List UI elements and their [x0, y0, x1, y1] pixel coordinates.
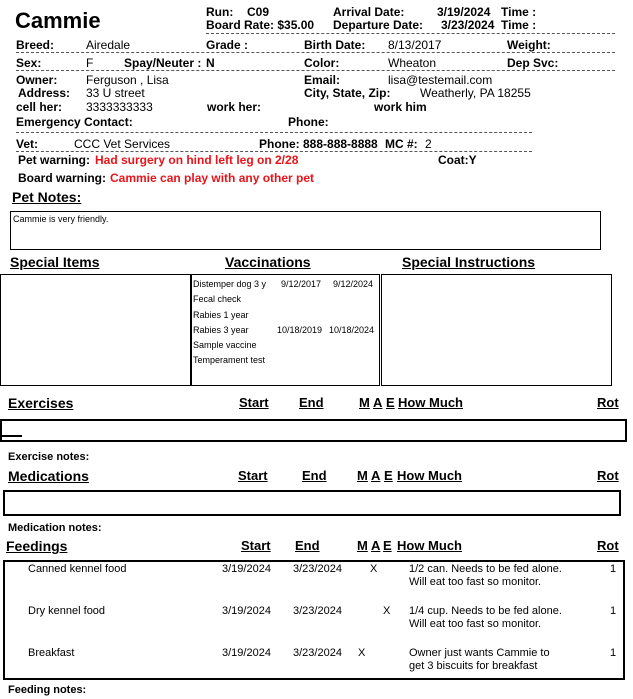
- divider: [16, 132, 532, 133]
- col-a: A: [373, 395, 383, 410]
- vaccine-name: Distemper dog 3 y: [193, 279, 267, 289]
- vet-phone: Phone: 888-888-8888: [259, 137, 378, 151]
- pet-warning-label: Pet warning:: [18, 153, 91, 167]
- feeding-e: X: [383, 605, 391, 617]
- feeding-food: Dry kennel food: [28, 605, 106, 617]
- col-how-much: How Much: [397, 538, 462, 553]
- coat-label: Coat:Y: [438, 153, 477, 167]
- medications-box: [3, 490, 621, 516]
- col-a: A: [371, 468, 381, 483]
- departure-value: 3/23/2024: [441, 18, 495, 32]
- feeding-how-much: Owner just wants Cammie to: [409, 647, 550, 659]
- arrival-value: 3/19/2024: [437, 5, 491, 19]
- exercises-box: [0, 419, 627, 442]
- cell-value: 3333333333: [86, 100, 153, 114]
- birth-label: Birth Date:: [304, 38, 366, 52]
- feeding-end: 3/23/2024: [293, 605, 342, 617]
- col-how-much: How Much: [398, 395, 463, 410]
- breed-label: Breed:: [16, 38, 55, 52]
- medications-title: Medications: [8, 468, 89, 484]
- col-e: E: [383, 538, 392, 553]
- owner-label: Owner:: [16, 73, 58, 87]
- feeding-notes-label: Feeding notes:: [8, 684, 87, 696]
- col-e: E: [384, 468, 393, 483]
- special-instructions-title: Special Instructions: [402, 254, 536, 270]
- feeding-food: Breakfast: [28, 647, 75, 659]
- feedings-title: Feedings: [6, 538, 68, 554]
- special-instructions-box: [381, 274, 612, 386]
- col-end: End: [295, 538, 320, 553]
- col-a: A: [371, 538, 381, 553]
- feeding-rot: 1: [610, 563, 617, 575]
- board-warning-value: Cammie can play with any other pet: [110, 171, 315, 185]
- special-items-box: [0, 274, 191, 386]
- work-him-label: work him: [374, 100, 427, 114]
- board-warning-label: Board warning:: [18, 171, 107, 185]
- pet-warning-value: Had surgery on hind left leg on 2/28: [95, 153, 299, 167]
- feeding-end: 3/23/2024: [293, 563, 342, 575]
- breed-value: Airedale: [86, 38, 131, 52]
- feeding-how-much: 1/2 can. Needs to be fed alone.: [409, 563, 562, 575]
- work-her-label: work her:: [207, 100, 262, 114]
- mc-label: MC #:: [385, 137, 418, 151]
- run-label: Run:: [206, 5, 234, 19]
- vet-value: CCC Vet Services: [74, 137, 171, 151]
- cell-label: cell her:: [16, 100, 63, 114]
- vaccine-given: 9/12/2017: [281, 279, 322, 289]
- feeding-how-much: Will eat too fast so monitor.: [409, 618, 542, 630]
- city-value: Weatherly, PA 18255: [420, 86, 531, 100]
- col-rot: Rot: [597, 395, 619, 410]
- feeding-rot: 1: [610, 647, 617, 659]
- pet-notes-title: Pet Notes:: [12, 189, 82, 205]
- vaccine-name: Rabies 3 year: [193, 325, 249, 335]
- feeding-food: Canned kennel food: [28, 563, 127, 575]
- spay-value: N: [206, 56, 215, 70]
- vaccine-due: 9/12/2024: [333, 279, 374, 289]
- feeding-how-much: Will eat too fast so monitor.: [409, 576, 542, 588]
- arrival-time: Time :: [501, 5, 537, 19]
- divider: [206, 33, 615, 34]
- departure-label: Departure Date:: [333, 18, 424, 32]
- col-start: Start: [241, 538, 271, 553]
- feeding-start: 3/19/2024: [222, 647, 271, 659]
- divider: [16, 70, 615, 71]
- vaccinations-box: [191, 274, 380, 386]
- run-value: C09: [247, 5, 270, 19]
- address-label: Address:: [18, 86, 71, 100]
- sex-value: F: [86, 56, 94, 70]
- depsvc-label: Dep Svc:: [507, 56, 559, 70]
- mc-value: 2: [425, 137, 432, 151]
- email-value: lisa@testemail.com: [388, 73, 493, 87]
- emergency-phone-label: Phone:: [288, 115, 329, 129]
- pet-notes-box: [10, 211, 601, 250]
- emergency-label: Emergency Contact:: [16, 115, 133, 129]
- col-rot: Rot: [597, 468, 619, 483]
- col-m: M: [357, 468, 368, 483]
- medication-notes-label: Medication notes:: [8, 522, 102, 534]
- divider: [16, 151, 532, 152]
- col-rot: Rot: [597, 538, 619, 553]
- col-end: End: [302, 468, 327, 483]
- vaccine-name: Sample vaccine: [193, 340, 257, 350]
- col-start: Start: [238, 468, 268, 483]
- sex-label: Sex:: [16, 56, 42, 70]
- vaccine-name: Fecal check: [193, 294, 242, 304]
- vaccine-due: 10/18/2024: [329, 325, 375, 335]
- col-start: Start: [239, 395, 269, 410]
- vaccine-given: 10/18/2019: [277, 325, 323, 335]
- vaccine-name: Rabies 1 year: [193, 310, 249, 320]
- spay-label: Spay/Neuter :: [124, 56, 202, 70]
- divider: [16, 52, 615, 53]
- vaccinations-title: Vaccinations: [225, 254, 311, 270]
- email-label: Email:: [304, 73, 341, 87]
- col-end: End: [299, 395, 324, 410]
- arrival-label: Arrival Date:: [333, 5, 405, 19]
- exercise-notes-label: Exercise notes:: [8, 451, 90, 463]
- color-label: Color:: [304, 56, 340, 70]
- exercises-title: Exercises: [8, 395, 74, 411]
- weight-label: Weight:: [507, 38, 551, 52]
- vaccine-name: Temperament test: [193, 355, 266, 365]
- vet-label: Vet:: [16, 137, 39, 151]
- col-how-much: How Much: [397, 468, 462, 483]
- feeding-end: 3/23/2024: [293, 647, 342, 659]
- departure-time: Time :: [501, 18, 537, 32]
- feeding-start: 3/19/2024: [222, 563, 271, 575]
- col-m: M: [359, 395, 370, 410]
- pet-name: Cammie: [15, 8, 101, 33]
- owner-value: Ferguson , Lisa: [86, 73, 169, 87]
- board-rate: Board Rate: $35.00: [206, 18, 315, 32]
- color-value: Wheaton: [388, 56, 437, 70]
- address-value: 33 U street: [86, 86, 145, 100]
- exercises-marker: [2, 435, 22, 437]
- feeding-a: X: [370, 563, 378, 575]
- special-items-title: Special Items: [10, 254, 100, 270]
- col-e: E: [386, 395, 395, 410]
- feeding-rot: 1: [610, 605, 617, 617]
- feeding-m: X: [358, 647, 366, 659]
- feeding-how-much: 1/4 cup. Needs to be fed alone.: [409, 605, 562, 617]
- feeding-start: 3/19/2024: [222, 605, 271, 617]
- birth-value: 8/13/2017: [388, 38, 442, 52]
- pet-notes-text: Cammie is very friendly.: [13, 214, 109, 224]
- city-label: City, State, Zip:: [304, 86, 391, 100]
- feeding-how-much: get 3 biscuits for breakfast: [409, 660, 538, 672]
- col-m: M: [357, 538, 368, 553]
- grade-label: Grade :: [206, 38, 249, 52]
